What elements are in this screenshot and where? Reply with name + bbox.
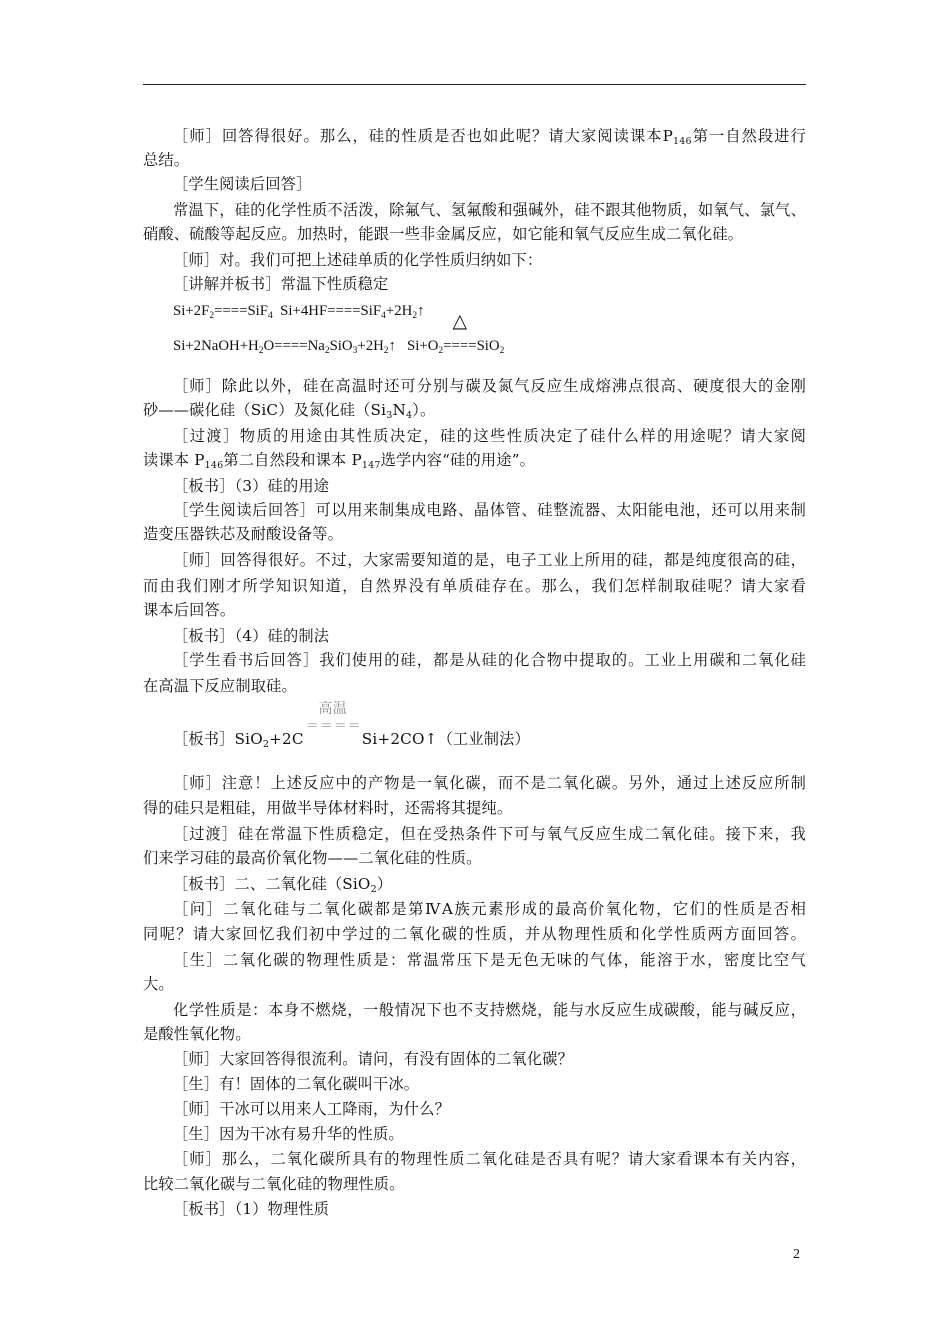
text-line: ［生］有！固体的二氧化碳叫干冰。 <box>173 1075 420 1093</box>
equation-line: $Si+2NaOH+H_2O====Na_2SiO_3+2H_2↑$ $Si+O_2$ △ ====SiO$_2$ <box>173 311 505 356</box>
text-line: ［学生看书后回答］我们使用的硅，都是从硅的化合物中提取的。工业上用碳和二氧化硅 <box>173 651 806 669</box>
text-line: ［师］除此以外，硅在高温时还可分别与碳及氮气反应生成熔沸点很高、硬度很大的金刚 <box>173 377 806 395</box>
text-line: ［板书］二、二氧化硅（SiO$_2$） <box>173 875 393 895</box>
text-line: 得的硅只是粗硅，用做半导体材料时，还需将其提纯。 <box>143 799 513 817</box>
text-line: 在高温下反应制取硅。 <box>143 677 297 695</box>
text-line: 化学性质是：本身不燃烧，一般情况下也不支持燃烧，能与水反应生成碳酸，能与碱反应， <box>173 1001 806 1019</box>
text-line: 硝酸、硫酸等起反应。加热时，能跟一些非金属反应，如它能和氧气反应生成二氧化硅。 <box>143 225 744 243</box>
condition-label: 高温 <box>318 701 347 717</box>
text-line: 同呢？请大家回忆我们初中学过的二氧化碳的性质，并从物理性质和化学性质两方面回答。 <box>143 925 806 943</box>
page-number: 2 <box>793 1247 800 1262</box>
text-line: ［板书］（3）硅的用途 <box>173 477 330 495</box>
equation-line: $Si+2F_2====SiF_4$ $Si+4HF====SiF_4+2H_2↑$ <box>173 303 425 321</box>
text-line: 读课本 $P_{146}$第二自然段和课本 $P_{147}$选学内容“硅的用途”。 <box>143 451 536 471</box>
header-rule <box>143 84 806 85</box>
text-line: ［过渡］物质的用途由其性质决定，硅的这些性质决定了硅什么样的用途呢？请大家阅 <box>173 427 806 445</box>
text-line: ［生］二氧化碳的物理性质是：常温常压下是无色无味的气体，能溶于水，密度比空气 <box>173 951 806 969</box>
text-line: 造变压器铁芯及耐酸设备等。 <box>143 525 344 543</box>
text-line: ［学生阅读后回答］ <box>173 175 312 193</box>
text-line: ［师］回答得很好。那么，硅的性质是否也如此呢？请大家阅读课本$P_{146}$第一自然段进行 <box>173 127 807 147</box>
text-line: 常温下，硅的化学性质不活泼，除氟气、氢氟酸和强碱外，硅不跟其他物质，如氧气、氯气、 <box>173 201 806 219</box>
text-line: 总结。 <box>143 151 190 169</box>
text-line: 砂——碳化硅（SiC）及氮化硅$(Si_3N_4)$。 <box>143 401 436 421</box>
text-line: ［过渡］硅在常温下性质稳定，但在受热条件下可与氧气反应生成二氧化硅。接下来，我 <box>173 825 806 843</box>
text-line: ［师］对。我们可把上述硅单质的化学性质归纳如下： <box>173 251 543 269</box>
text-line: 课本后回答。 <box>143 601 236 619</box>
text-line: 大。 <box>143 975 174 993</box>
text-line: 是酸性氧化物。 <box>143 1025 251 1043</box>
heating-condition: △ ==== <box>443 311 477 354</box>
heat-triangle-icon: △ <box>452 311 468 332</box>
equation-line: ［板书］SiO$_2$+2C 高温 ＝＝＝＝ Si+2CO↑（工业制法） <box>143 727 806 751</box>
text-line: 比较二氧化碳与二氧化硅的物理性质。 <box>143 1175 405 1193</box>
equals-sign: ＝＝＝＝ <box>305 719 362 734</box>
text-line: ［讲解并板书］常温下性质稳定 <box>173 275 389 293</box>
text-line: ［板书］（1）物理性质 <box>173 1200 330 1218</box>
text-line: ［生］因为干冰有易升华的性质。 <box>173 1125 404 1143</box>
text-line: ［师］那么，二氧化碳所具有的物理性质二氧化硅是否具有呢？请大家看课本有关内容， <box>173 1150 806 1168</box>
text-line: ［问］二氧化硅与二氧化碳都是第ⅣA族元素形成的最高价氧化物，它们的性质是否相 <box>173 900 806 918</box>
text-line: ［板书］（4）硅的制法 <box>173 627 330 645</box>
text-line: ［师］大家回答得很流利。请问，有没有固体的二氧化碳？ <box>173 1050 574 1068</box>
text-line: ［师］干冰可以用来人工降雨，为什么？ <box>173 1100 450 1118</box>
text-line: ［师］注意！上述反应中的产物是一氧化碳，而不是二氧化碳。另外，通过上述反应所制 <box>173 774 806 792</box>
text-line: 而由我们刚才所学知识知道，自然界没有单质硅存在。那么，我们怎样制取硅呢？请大家看 <box>143 577 806 595</box>
text-line: ［师］回答得很好。不过，大家需要知道的是，电子工业上所用的硅，都是纯度很高的硅， <box>173 551 806 569</box>
text-line: 们来学习硅的最高价氧化物——二氧化硅的性质。 <box>143 849 482 867</box>
text-line: ［学生阅读后回答］可以用来制集成电路、晶体管、硅整流器、太阳能电池，还可以用来制 <box>173 501 806 519</box>
